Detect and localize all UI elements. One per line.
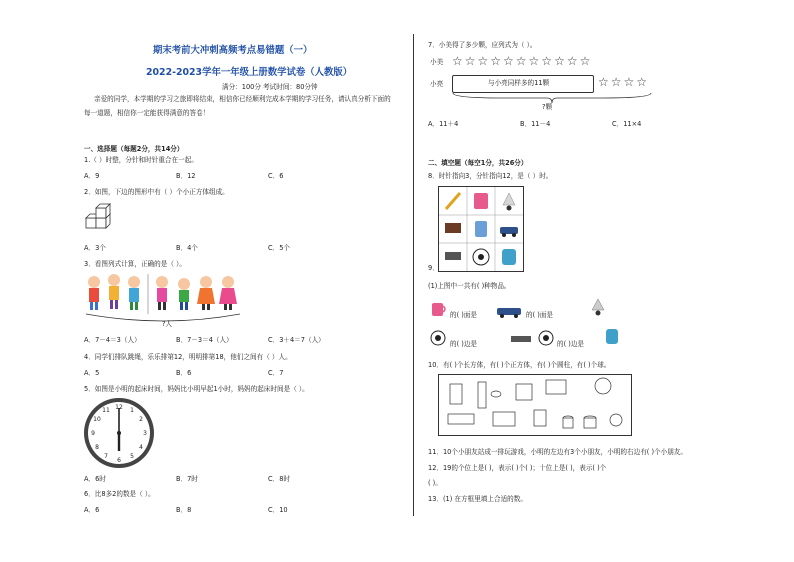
q3-brace-label: ?人 (162, 320, 173, 328)
cup-icon (430, 300, 448, 318)
q10-shapes-figure (438, 374, 632, 436)
q1-option-a[interactable]: A．9 (84, 172, 100, 180)
page-title: 期末考前大冲刺高频考点易错题（一） (153, 45, 313, 56)
q5-option-a[interactable]: A．6时 (84, 475, 106, 483)
q2-option-b[interactable]: B．4个 (176, 244, 198, 252)
column-divider (413, 34, 414, 516)
q9-line-3-part-1: 的( )边是 (450, 340, 478, 348)
q9-line-3-part-2: 的( )边是 (557, 340, 585, 348)
exam-meta: 满分：100分 考试时间：80分钟 (222, 83, 318, 91)
car-icon (496, 304, 522, 318)
q5-option-b[interactable]: B．7时 (176, 475, 198, 483)
q9-line-1: (1)上图中一共有( )种物品。 (428, 282, 511, 290)
q7-stem: 7．小美得了多少颗，应列式为（ ）。 (428, 41, 537, 49)
q7-brace (452, 92, 652, 104)
q3-option-c[interactable]: C．3＋4＝7（人） (268, 336, 325, 344)
svg-text:8: 8 (95, 444, 99, 451)
svg-text:7: 7 (104, 453, 108, 460)
svg-text:4: 4 (139, 444, 143, 451)
q4-stem: 4．同学们排队跳绳，乐乐排第12，明明排第18，他们之间有（ ）人。 (84, 353, 292, 361)
q1-option-c[interactable]: C．6 (268, 172, 284, 180)
q4-option-b[interactable]: B．6 (176, 369, 192, 377)
svg-text:6: 6 (117, 457, 121, 464)
q12-continuation: ( )。 (428, 479, 442, 487)
svg-text:1: 1 (130, 407, 134, 414)
svg-text:5: 5 (130, 453, 134, 460)
q9-line-2-part-2: 的( )面是 (526, 311, 554, 319)
intro-line-2: 每一道题，相信你一定能获得满意的答卷！ (84, 109, 210, 117)
q9-items-grid (438, 186, 524, 272)
page-subtitle: 2022-2023学年一年级上册数学试卷（人教版） (146, 67, 353, 78)
backpack-icon (604, 326, 620, 346)
intro-line-1: 亲爱的同学，本学期的学习之旅即将结束，相信你已经顺利完成本学期的学习任务，请认真分析下面的 (94, 95, 391, 103)
q6-option-b[interactable]: B．8 (176, 506, 192, 514)
q9-line-2-part-1: 的( )面是 (450, 311, 478, 319)
q7-box-label: 与小亮同样多的11颗 (488, 79, 550, 87)
soccer-ball-icon (430, 330, 446, 346)
q7-stars-row-2: ☆☆☆☆ (598, 75, 650, 89)
q2-stem: 2．如图，下边的图形中有（ ）个小正方体组成。 (84, 188, 229, 196)
soccer-ball-icon-2 (538, 330, 554, 346)
cube-stack-figure (84, 200, 114, 230)
clock-figure (82, 396, 156, 470)
q7-option-a[interactable]: A．11＋4 (428, 120, 459, 128)
q9-number: 9． (428, 264, 439, 272)
q6-option-c[interactable]: C．10 (268, 506, 288, 514)
q7-total-label: ?颗 (542, 103, 553, 111)
svg-text:10: 10 (93, 416, 101, 423)
section-1-title: 一、选择题（每题2分，共14分） (84, 145, 184, 153)
q7-option-c[interactable]: C．11×4 (612, 120, 642, 128)
svg-text:9: 9 (91, 430, 95, 437)
q9-grid-drawing (439, 187, 523, 271)
q4-option-c[interactable]: C．7 (268, 369, 284, 377)
q7-row-1-label: 小美 (430, 58, 444, 66)
q5-stem: 5．如图是小明的起床时间，妈妈比小明早起1小时，妈妈的起床时间是（ ）。 (84, 385, 309, 393)
svg-text:3: 3 (143, 430, 147, 437)
q6-stem: 6．比8多2的数是（ ）。 (84, 490, 155, 498)
q7-stars-row-1: ☆☆☆☆☆☆☆☆☆☆☆ (452, 54, 593, 68)
svg-text:11: 11 (102, 407, 110, 414)
q8-stem: 8．时针指向3，分针指向12，是（ ）时。 (428, 172, 553, 180)
q3-option-b[interactable]: B．7－3＝4（人） (176, 336, 233, 344)
q3-option-a[interactable]: A．7－4＝3（人） (84, 336, 141, 344)
q1-stem: 1.（ ）时整，分针和时针重合在一起。 (84, 156, 198, 164)
q2-option-a[interactable]: A．3个 (84, 244, 106, 252)
q3-stem: 3．看图列式计算，正确的是（ ）。 (84, 260, 186, 268)
q7-option-b[interactable]: B．11－4 (520, 120, 551, 128)
shuttlecock-icon (590, 297, 606, 317)
q11-stem: 11．10个小朋友站成一排玩游戏，小明的左边有3个小朋友，小明的右边有( )个小朋友。 (428, 448, 687, 456)
q13-stem: 13．(1) 在方框里填上合适的数。 (428, 495, 527, 503)
q12-stem: 12．19的个位上是( )，表示( )个( )；十位上是( )，表示( )个 (428, 464, 607, 472)
q7-row-2-label: 小亮 (430, 80, 444, 88)
svg-text:12: 12 (115, 404, 123, 411)
q1-option-b[interactable]: B．12 (176, 172, 196, 180)
q5-option-c[interactable]: C．8时 (268, 475, 290, 483)
svg-text:2: 2 (139, 416, 143, 423)
q2-option-c[interactable]: C．5个 (268, 244, 290, 252)
q10-stem: 10．有( )个长方体，有( )个正方体，有( )个圆柱，有( )个球。 (428, 361, 611, 369)
q4-option-a[interactable]: A．5 (84, 369, 100, 377)
section-2-title: 二、填空题（每空1分，共26分） (428, 159, 528, 167)
q6-option-a[interactable]: A．6 (84, 506, 100, 514)
stapler-icon (510, 334, 532, 344)
